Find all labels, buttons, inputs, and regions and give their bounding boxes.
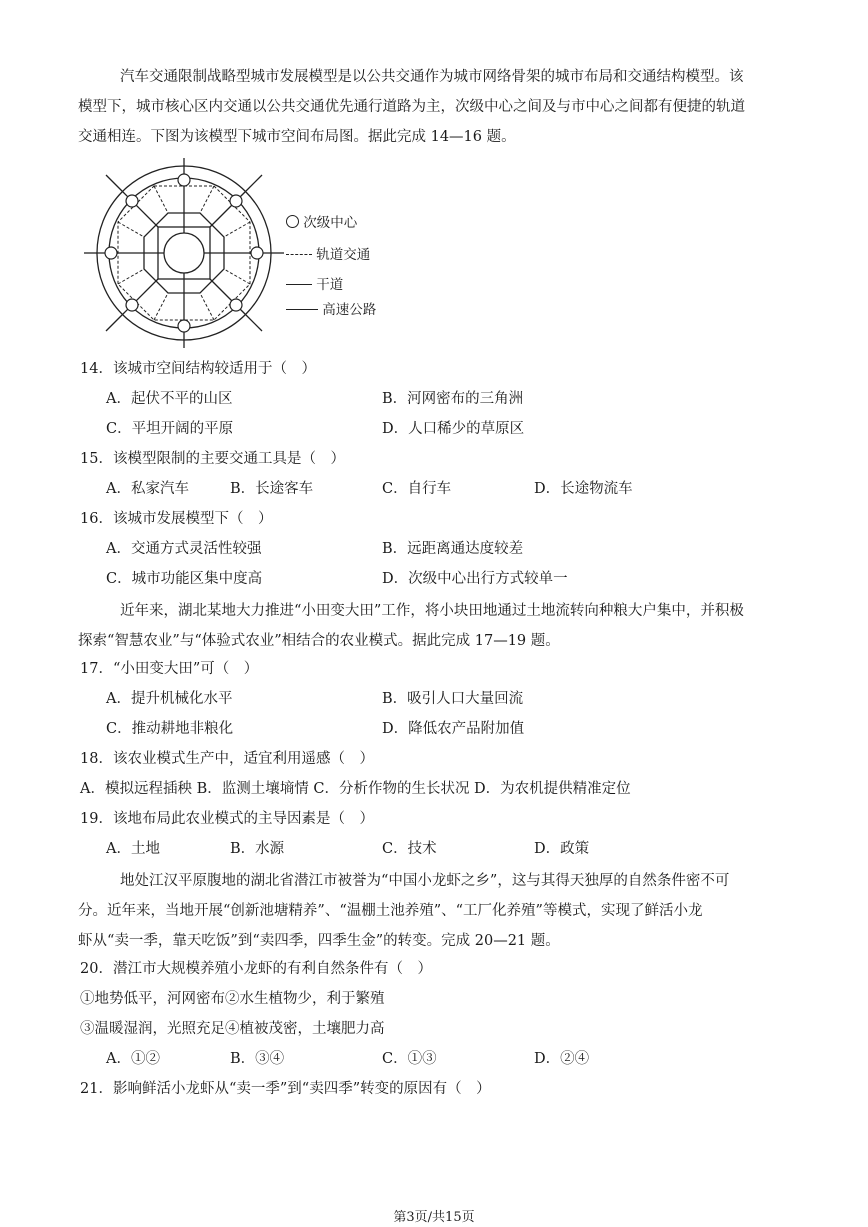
q19-stem: 19．该地布局此农业模式的主导因素是（ ） [80, 811, 374, 827]
q14-option-b[interactable]: B．河网密布的三角洲 [382, 391, 524, 407]
intro1-line-3: 交通相连。下图为该模型下城市空间布局图。据此完成 14—16 题。 [78, 129, 516, 145]
q17-option-c[interactable]: C．推动耕地非粮化 [106, 721, 234, 737]
q16-option-a[interactable]: A．交通方式灵活性较强 [106, 541, 262, 557]
q17-option-b[interactable]: B．吸引人口大量回流 [382, 691, 524, 707]
thick-line-symbol-icon [286, 309, 318, 310]
q20-statements-line-1: ①地势低平，河网密布②水生植物少，利于繁殖 [80, 991, 385, 1007]
intro-paragraph-1 [78, 62, 790, 152]
q15-option-c[interactable]: C．自行车 [382, 481, 452, 497]
intro3-line-3: 虾从“卖一季，靠天吃饭”到“卖四季，四季生金”的转变。完成 20—21 题。 [78, 933, 560, 949]
q17-option-a[interactable]: A．提升机械化水平 [106, 691, 233, 707]
intro2-line-2: 探索“智慧农业”与“体验式农业”相结合的农业模式。据此完成 17—19 题。 [78, 633, 560, 649]
dashed-line-symbol-icon [286, 254, 312, 255]
q17-option-d[interactable]: D．降低农产品附加值 [382, 721, 525, 737]
city-center [164, 233, 204, 273]
q14-option-d[interactable]: D．人口稀少的草原区 [382, 421, 525, 437]
q21-stem: 21．影响鲜活小龙虾从“卖一季”到“卖四季”转变的原因有（ ） [80, 1081, 491, 1097]
q20-stem: 20．潜江市大规模养殖小龙虾的有利自然条件有（ ） [80, 961, 432, 977]
q20-statements-line-2: ③温暖湿润，光照充足④植被茂密，土壤肥力高 [80, 1021, 385, 1037]
q20-option-a[interactable]: A．①② [106, 1051, 160, 1067]
q16-stem: 16．该城市发展模型下（ ） [80, 511, 273, 527]
q16-option-d[interactable]: D．次级中心出行方式较单一 [382, 571, 568, 587]
legend-highway-label: 高速公路 [322, 302, 377, 318]
q19-option-b[interactable]: B．水源 [230, 841, 285, 857]
q20-option-d[interactable]: D．②④ [534, 1051, 590, 1067]
circle-symbol-icon [286, 215, 299, 228]
intro2-line-1: 近年来，湖北某地大力推进“小田变大田”工作，将小块田地通过土地流转向种粮大户集中，并积极 [120, 603, 744, 619]
q15-option-b[interactable]: B．长途客车 [230, 481, 314, 497]
secondary-center [126, 299, 138, 311]
q20-option-c[interactable]: C．①③ [382, 1051, 437, 1067]
q19-option-a[interactable]: A．土地 [106, 841, 160, 857]
secondary-center [105, 247, 117, 259]
intro-paragraph-3 [78, 866, 790, 956]
secondary-center [126, 195, 138, 207]
legend-secondary-label: 次级中心 [303, 215, 358, 231]
q14-option-a[interactable]: A．起伏不平的山区 [106, 391, 233, 407]
city-layout-diagram [84, 158, 284, 348]
q15-option-a[interactable]: A．私家汽车 [106, 481, 189, 497]
intro1-line-1: 汽车交通限制战略型城市发展模型是以公共交通作为城市网络骨架的城市布局和交通结构模型。该 [120, 69, 744, 85]
page-number: 第3页/共15页 [393, 1210, 475, 1225]
q19-option-c[interactable]: C．技术 [382, 841, 437, 857]
q20-option-b[interactable]: B．③④ [230, 1051, 285, 1067]
legend-rail [286, 243, 370, 263]
secondary-center [251, 247, 263, 259]
q18-options[interactable]: A．模拟远程插秧 B．监测土壤墒情 C．分析作物的生长状况 D．为农机提供精准定位 [80, 781, 631, 797]
q14-option-c[interactable]: C．平坦开阔的平原 [106, 421, 234, 437]
intro3-line-2: 分。近年来，当地开展“创新池塘精养”、“温棚土池养殖”、“工厂化养殖”等模式，实现了鲜活小龙 [78, 903, 703, 919]
legend-highway [286, 298, 376, 318]
intro-paragraph-2 [78, 596, 790, 656]
thin-line-symbol-icon [286, 284, 312, 285]
intro3-line-1: 地处江汉平原腹地的湖北省潜江市被誉为“中国小龙虾之乡”，这与其得天独厚的自然条件密不可 [120, 873, 730, 889]
secondary-center [178, 174, 190, 186]
q16-option-c[interactable]: C．城市功能区集中度高 [106, 571, 263, 587]
secondary-center [230, 195, 242, 207]
q14-stem: 14．该城市空间结构较适用于（ ） [80, 361, 316, 377]
q18-stem: 18．该农业模式生产中，适宜利用遥感（ ） [80, 751, 374, 767]
q15-option-d[interactable]: D．长途物流车 [534, 481, 633, 497]
legend-secondary-center [286, 211, 357, 231]
core-square [158, 227, 210, 279]
secondary-center [230, 299, 242, 311]
q16-option-b[interactable]: B．远距离通达度较差 [382, 541, 524, 557]
intro1-line-2: 模型下，城市核心区内交通以公共交通优先通行道路为主，次级中心之间及与市中心之间都有便捷的轨道 [78, 99, 745, 115]
q17-stem: 17．“小田变大田”可（ ） [80, 661, 259, 677]
legend-trunk [286, 273, 343, 293]
secondary-center [178, 320, 190, 332]
q15-stem: 15．该模型限制的主要交通工具是（ ） [80, 451, 345, 467]
legend-rail-label: 轨道交通 [316, 247, 371, 263]
q19-option-d[interactable]: D．政策 [534, 841, 590, 857]
legend-trunk-label: 干道 [316, 277, 344, 293]
